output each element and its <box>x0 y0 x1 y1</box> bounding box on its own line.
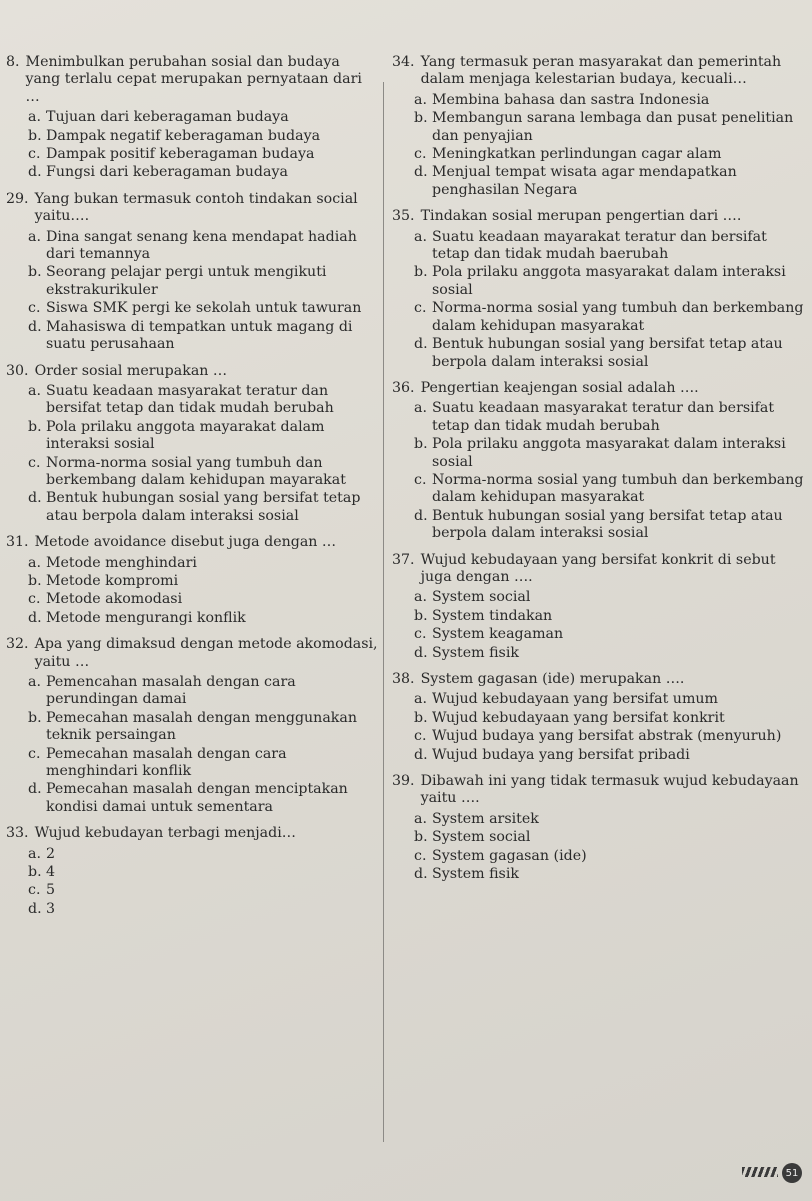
option-letter: d. <box>28 900 42 917</box>
answer-options <box>28 229 378 354</box>
option-text: System fisik <box>432 644 519 661</box>
question-number: 34. <box>392 54 415 70</box>
question-header <box>392 552 808 587</box>
answer-option <box>414 472 808 507</box>
option-letter: b. <box>28 264 42 281</box>
answer-options <box>28 846 378 919</box>
question-header <box>6 54 378 106</box>
question-number: 35. <box>392 208 415 225</box>
option-letter: a. <box>28 554 41 571</box>
option-letter: a. <box>28 382 41 399</box>
answer-option <box>414 728 808 745</box>
option-letter: c. <box>28 882 41 899</box>
option-text: Wujud budaya yang bersifat abstrak (menyuruh) <box>432 728 782 745</box>
question-text: Wujud kebudayaan yang bersifat konkrit di sebut juga dengan …. <box>420 551 776 585</box>
option-text: System fisik <box>432 866 519 883</box>
question-text: Dibawah ini yang tidak termasuk wujud kebudayaan yaitu …. <box>420 773 799 807</box>
option-text: 4 <box>46 864 56 881</box>
option-letter: b. <box>414 110 428 127</box>
option-letter: d. <box>28 609 42 626</box>
answer-options <box>414 400 808 542</box>
option-letter: d. <box>28 318 42 335</box>
answer-option <box>28 746 378 781</box>
question-text: Tindakan sosial merupan pengertian dari …. <box>420 208 742 225</box>
column-divider <box>383 82 384 1142</box>
answer-options <box>414 691 808 764</box>
question-text: Order sosial merupakan … <box>34 362 228 379</box>
option-text: Bentuk hubungan sosial yang bersifat tetap atau berpola dalam interaksi sosial <box>432 507 783 542</box>
option-text: Metode menghindari <box>46 554 197 571</box>
answer-options <box>28 674 378 816</box>
option-text: Dina sangat senang kena mendapat hadiah dari temannya <box>46 228 357 263</box>
page-number-badge: 51 <box>782 1163 802 1183</box>
option-letter: b. <box>414 436 428 453</box>
answer-options <box>414 811 808 884</box>
answer-option <box>28 264 378 299</box>
question-text: Pengertian keajengan sosial adalah …. <box>420 379 699 396</box>
answer-option <box>414 508 808 543</box>
option-letter: c. <box>414 626 427 643</box>
answer-option <box>414 747 808 764</box>
answer-option <box>28 490 378 525</box>
question-item <box>392 773 808 883</box>
option-letter: c. <box>414 728 427 745</box>
answer-option <box>28 419 378 454</box>
answer-option <box>28 610 378 627</box>
option-letter: d. <box>28 781 42 798</box>
question-text: Yang bukan termasuk contoh tindakan social yaitu…. <box>34 190 358 225</box>
question-number: 37. <box>392 551 415 568</box>
option-letter: d. <box>414 866 428 883</box>
answer-option <box>414 589 808 606</box>
answer-option <box>28 300 378 317</box>
option-letter: a. <box>28 109 41 126</box>
option-text: Menjual tempat wisata agar mendapatkan penghasilan Negara <box>432 164 737 198</box>
option-text: Pemecahan masalah dengan cara menghindari konflik <box>46 745 287 780</box>
question-header <box>6 191 378 226</box>
option-letter: c. <box>28 591 41 608</box>
option-letter: d. <box>414 336 428 353</box>
option-text: 2 <box>46 845 56 862</box>
question-number: 30. <box>6 362 29 379</box>
question-item <box>392 671 808 764</box>
answer-option <box>28 573 378 590</box>
option-text: Meningkatkan perlindungan cagar alam <box>432 146 722 163</box>
question-header <box>6 825 378 842</box>
option-letter: c. <box>414 471 427 488</box>
answer-option <box>28 882 378 899</box>
option-text: System arsitek <box>432 810 539 827</box>
answer-option <box>414 691 808 708</box>
option-text: Pola prilaku anggota mayarakat dalam interaksi sosial <box>46 418 325 453</box>
question-number: 36. <box>392 379 415 396</box>
question-header <box>392 208 808 225</box>
answer-option <box>28 781 378 816</box>
question-header <box>392 380 808 397</box>
option-text: Metode kompromi <box>46 572 179 589</box>
option-text: Tujuan dari keberagaman budaya <box>46 109 289 126</box>
answer-option <box>414 645 808 662</box>
answer-option <box>28 319 378 354</box>
option-letter: a. <box>414 400 427 417</box>
option-letter: d. <box>414 164 428 181</box>
question-header <box>6 363 378 380</box>
answer-option <box>28 591 378 608</box>
option-letter: c. <box>414 847 427 864</box>
answer-option <box>28 146 378 163</box>
answer-option <box>414 866 808 883</box>
option-text: Membina bahasa dan sastra Indonesia <box>432 91 710 108</box>
answer-option <box>28 674 378 709</box>
option-text: System keagaman <box>432 626 564 643</box>
option-text: Wujud kebudayaan yang bersifat konkrit <box>432 709 725 726</box>
option-letter: c. <box>28 146 41 163</box>
question-text: Metode avoidance disebut juga dengan … <box>34 534 337 551</box>
option-text: System social <box>432 829 531 846</box>
answer-option <box>414 164 808 199</box>
answer-option <box>414 146 808 163</box>
option-text: Wujud budaya yang bersifat pribadi <box>432 746 690 763</box>
answer-options <box>28 555 378 628</box>
option-text: 3 <box>46 900 56 917</box>
option-letter: d. <box>414 644 428 661</box>
answer-option <box>414 110 808 145</box>
answer-option <box>414 626 808 643</box>
option-text: Pemecahan masalah dengan menggunakan teknik persaingan <box>46 709 357 744</box>
option-letter: b. <box>414 607 428 624</box>
question-number: 33. <box>6 825 29 842</box>
question-number: 32. <box>6 636 29 653</box>
question-number: 29. <box>6 190 29 207</box>
question-header <box>392 773 808 808</box>
question-number: 8. <box>6 54 20 70</box>
answer-option <box>28 710 378 745</box>
option-text: Wujud kebudayaan yang bersifat umum <box>432 691 718 708</box>
question-header <box>6 636 378 671</box>
answer-option <box>28 229 378 264</box>
option-letter: a. <box>28 845 41 862</box>
answer-option <box>28 455 378 490</box>
option-text: Siswa SMK pergi ke sekolah untuk tawuran <box>46 300 362 317</box>
answer-options <box>414 92 808 199</box>
answer-option <box>414 710 808 727</box>
answer-option <box>28 128 378 145</box>
question-item <box>392 54 808 199</box>
question-number: 39. <box>392 773 415 790</box>
page-corner-decoration <box>742 1167 778 1177</box>
option-text: Dampak positif keberagaman budaya <box>46 146 315 163</box>
option-text: Dampak negatif keberagaman budaya <box>46 127 321 144</box>
option-text: System gagasan (ide) <box>432 847 587 864</box>
question-item <box>392 552 808 662</box>
option-letter: a. <box>28 674 41 690</box>
option-text: Fungsi dari keberagaman budaya <box>46 164 288 181</box>
question-text: System gagasan (ide) merupakan …. <box>420 671 685 687</box>
answer-option <box>28 555 378 572</box>
option-text: Pemencahan masalah dengan cara perundingan damai <box>46 674 296 708</box>
question-header <box>6 534 378 551</box>
question-text: Yang termasuk peran masyarakat dan pemerintah dalam menjaga kelestarian budaya, kecuali… <box>420 54 782 88</box>
answer-option <box>28 864 378 881</box>
option-text: Mahasiswa di tempatkan untuk magang di suatu perusahaan <box>46 318 353 353</box>
answer-option <box>414 436 808 471</box>
option-text: Bentuk hubungan sosial yang bersifat tetap atau berpola dalam interaksi sosial <box>46 490 361 524</box>
option-letter: b. <box>414 264 428 281</box>
option-letter: a. <box>414 228 427 245</box>
answer-options <box>414 589 808 662</box>
answer-option <box>28 901 378 918</box>
answer-option <box>414 829 808 846</box>
option-text: Norma-norma sosial yang tumbuh dan berkembang dalam kehidupan masyarakat <box>432 300 804 334</box>
option-letter: d. <box>414 746 428 763</box>
option-text: Suatu keadaan masyarakat teratur dan bersifat tetap dan tidak mudah berubah <box>46 382 334 417</box>
question-text: Wujud kebudayan terbagi menjadi… <box>34 825 296 842</box>
option-text: Pemecahan masalah dengan menciptakan kondisi damai untuk sementara <box>46 781 348 815</box>
option-text: Pola prilaku anggota masyarakat dalam interaksi sosial <box>432 264 786 298</box>
option-text: Metode akomodasi <box>46 591 183 608</box>
answer-option <box>414 848 808 865</box>
option-letter: a. <box>414 589 427 606</box>
question-item <box>6 825 378 918</box>
answer-option <box>28 846 378 863</box>
answer-options <box>28 383 378 525</box>
left-column <box>6 54 378 927</box>
answer-option <box>414 336 808 371</box>
option-text: Suatu keadaan masyarakat teratur dan bersifat tetap dan tidak mudah berubah <box>432 400 775 434</box>
question-header <box>392 671 808 688</box>
option-letter: b. <box>28 572 42 589</box>
option-letter: a. <box>414 91 427 108</box>
answer-option <box>414 92 808 109</box>
answer-options <box>414 229 808 371</box>
answer-option <box>28 109 378 126</box>
answer-option <box>28 164 378 181</box>
option-text: Seorang pelajar pergi untuk mengikuti ekstrakurikuler <box>46 264 327 298</box>
option-letter: c. <box>28 454 41 471</box>
question-header <box>392 54 808 89</box>
option-letter: c. <box>414 300 427 317</box>
answer-option <box>414 400 808 435</box>
question-item <box>6 636 378 816</box>
question-text: Apa yang dimaksud dengan metode akomodasi, yaitu … <box>34 636 378 670</box>
answer-options <box>28 109 378 182</box>
option-letter: c. <box>28 300 41 317</box>
answer-option <box>414 264 808 299</box>
option-letter: d. <box>414 507 428 524</box>
option-text: Membangun sarana lembaga dan pusat penelitian dan penyajian <box>432 110 794 144</box>
option-letter: a. <box>414 810 427 827</box>
option-text: Norma-norma sosial yang tumbuh dan berkembang dalam kehidupan mayarakat <box>46 454 346 488</box>
option-letter: b. <box>28 418 42 435</box>
question-number: 31. <box>6 534 29 551</box>
option-letter: b. <box>414 709 428 726</box>
option-text: System tindakan <box>432 607 553 624</box>
option-letter: c. <box>28 745 41 762</box>
question-text: Menimbulkan perubahan sosial dan budaya yang terlalu cepat merupakan pernyataan dari … <box>25 54 362 105</box>
option-text: Pola prilaku anggota masyarakat dalam interaksi sosial <box>432 436 786 470</box>
option-text: 5 <box>46 882 56 899</box>
option-text: Bentuk hubungan sosial yang bersifat tetap atau berpola dalam interaksi sosial <box>432 336 783 370</box>
option-text: Norma-norma sosial yang tumbuh dan berkembang dalam kehidupan masyarakat <box>432 471 804 506</box>
question-number: 38. <box>392 671 415 687</box>
question-item <box>6 534 378 627</box>
question-item <box>392 380 808 543</box>
question-item <box>6 54 378 182</box>
question-item <box>6 363 378 526</box>
option-letter: b. <box>414 829 428 846</box>
answer-option <box>414 608 808 625</box>
option-text: Metode mengurangi konflik <box>46 609 246 626</box>
option-letter: a. <box>414 691 427 708</box>
option-letter: c. <box>414 146 427 163</box>
option-letter: b. <box>28 127 42 144</box>
right-column <box>392 54 808 892</box>
answer-option <box>414 300 808 335</box>
option-letter: d. <box>28 164 42 181</box>
answer-option <box>414 229 808 264</box>
question-item <box>392 208 808 371</box>
answer-option <box>414 811 808 828</box>
option-letter: d. <box>28 490 42 507</box>
option-letter: b. <box>28 709 42 726</box>
option-text: Suatu keadaan mayarakat teratur dan bersifat tetap dan tidak mudah baerubah <box>432 228 767 263</box>
question-item <box>6 191 378 354</box>
option-letter: b. <box>28 864 42 881</box>
option-text: System social <box>432 589 531 606</box>
option-letter: a. <box>28 228 41 245</box>
answer-option <box>28 383 378 418</box>
